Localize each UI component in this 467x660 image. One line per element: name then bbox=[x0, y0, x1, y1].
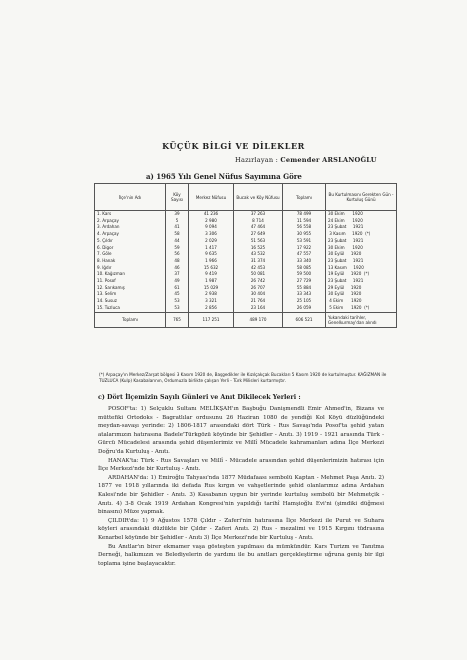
village-counts: 39 5 41 58 44 59 56 48 46 37 49 61 45 53 53 bbox=[166, 211, 189, 313]
dates-source-note: Yukarıdaki tarihler, Genelkurmay'dan alındı bbox=[326, 312, 397, 327]
paragraph-ardahan: ARDAHAN'da: 1) Emiroğlu Tahyası'nda 1877 Müdafaası sembolü Kaptan - Mehmet Paşa Anıtı. 2) 1877 ve 1918 yıllarında iki defada Rus kırgın ve vahşetlerinde şehid olanlarımız adına Ardahan Kalesi'nde bir Şehidler - Anıtı. 3) Kasabanın uygun bir yerinde kurtuluş sembolü bir Mehmetçik - Anıtı. 4) 3-8 Ocak 1919 Ardahan Kongresi'nin yapıldığı tarihî Hamşioğlu Evi'ni (şimdiki düğmesi binasını) Müze yapmak. bbox=[98, 474, 384, 516]
total-populations: 78 499 11 594 56 558 30 955 53 591 17 922 47 557 33 340 58 085 59 500 27 729 55 884 33 343 25 105 26 059 bbox=[283, 211, 326, 313]
header-center-population: Merkez Nüfusu bbox=[189, 184, 234, 211]
total-center: 117 251 bbox=[189, 312, 234, 327]
table-header-row bbox=[95, 184, 397, 211]
section-c-heading: c) Dört İlçemizin Sayılı Günleri ve Anıt Dikilecek Yerleri : bbox=[98, 394, 301, 401]
header-township-population: Bucak ve Köy Nüfusu bbox=[234, 184, 283, 211]
paragraph-posof: POSOF'ta: 1) Selçuklu Sultanı MELİKŞAH'ın Başbuğu Danişmendli Emir Ahmed'in, Bizans ve müttefiki Ortodoks - Bagratlılar ordusunu 26 Haziran 1080 de yendiği Kol Köyü düzlüğündeki meydan-savaşı yerinde: 2) 1806-1817 arasındaki dört Türk - Rus Savaşı'nda Posof'ta şehid yatan atalarımızın hatırasına Badele'Türkgözü köyünde bir Şehidler - Anıtı. 3) 1919 - 1921 arasında Türk - Gürcü Mücadelesi arasında şehid düşenlerimiz ve Millî Mücadele kahramanları adına İlçe Merkezi Doğru'da Kurtuluş - Anıtı. bbox=[98, 406, 384, 455]
table-total-row bbox=[95, 312, 397, 327]
header-village-count: Köy Sayısı bbox=[166, 184, 189, 211]
author-line bbox=[235, 156, 377, 164]
total-township: 489 170 bbox=[234, 312, 283, 327]
article-title: KÜÇÜK BİLGİ VE DİLEKLER bbox=[162, 141, 305, 151]
table-footnote: (*) Arpaçay'ın Merkez/Zarşat bölgesi 3 Kasım 1920 de, Başgedikler ile Kızılçakçak Bucakları 5 Kasım 1920 de kurtulmuştur. KAĞIZMAN ile TUZLUCA (Kulp) Kasabalarının, Ordumuzla birlikte çalışan Yerli - Türk Milisleri kurtarmıştır. bbox=[99, 372, 387, 383]
grand-total: 606 521 bbox=[283, 312, 326, 327]
liberation-dates: 30 Ekim 1920 24 Ekim 1920 23 Şubat 1921 3 Kasım 1920 (*) 23 Şubat 1921 30 Ekim 1920 30 Eylül 1920 23 Şubat 1921 13 Kasım 1920 19 Eylül 1920 (*) 23 Şubat 1921 29 Eylül 1920 30 Eylül 1920 4 Ekim 1920 5 Ekim 1920 (*) bbox=[326, 211, 397, 313]
paragraph-closing: Bu Anıtlar'ın birer ekmamer vaşa gösteşten yapılması da mümkündür. Kars Turizm ve Tanıtma Derneği, halkımızın ve Belediyelerin de yardımı ile bu anıtları gerçekleştirme uğruna geniş bir ilgi toplama işine başlayacaktır. bbox=[98, 543, 384, 567]
population-table bbox=[94, 183, 397, 328]
author-prefix: Hazırlayan : bbox=[235, 156, 279, 164]
author-name: Cemender ARSLANOĞLU bbox=[280, 156, 377, 164]
header-total: Toplamı bbox=[283, 184, 326, 211]
total-villages: 765 bbox=[166, 312, 189, 327]
paragraph-hanak: HANAK'ta: Türk - Rus Savaşları ve Millî - Mücadele arasından şehid düşenlerimizin hatırası için İlçe Merkezi'nde bir Kurtuluş - Anıtı. bbox=[98, 457, 384, 473]
section-a-heading: a) 1965 Yılı Genel Nüfus Sayımına Göre bbox=[146, 172, 302, 181]
district-names: 1. Kars 2. Arpaçay 3. Ardahan 4. Arpaçay 5. Çıldır 6. Digor 7. Göle 8. Hanak 9. Iğdır 10. Kağızman 11. Posof 12. Sarıkamış 13. Selim 14. Susuz 15. Tuzluca bbox=[95, 211, 166, 313]
paragraph-cildir: ÇILDIR'da: 1) 9 Ağustos 1578 Çıldır - Zaferi'nin hatırasına İlçe Merkezi ile Purut ve Suhara köyleri arasındaki düzlükte bir Çıldır - Zaferi Anıtı. 2) Rus - mezalimi ve 1915 Kırgını tüdrasına Kenarbel köyünde bir Şehidler - Anıtı 3) İlçe Merkezi'nde bir Kurtuluş - Anıtı. bbox=[98, 517, 384, 541]
header-district: İlçe'nin Adı bbox=[95, 184, 166, 211]
township-populations: 37 263 8 714 47 464 27 649 51 563 16 525 43 532 31 374 42 453 50 081 26 742 26 707 30 404 21 764 23 164 bbox=[234, 211, 283, 313]
total-label: Toplamı bbox=[95, 312, 166, 327]
table-body-row bbox=[95, 211, 397, 313]
article-body bbox=[98, 405, 384, 568]
header-liberation-day: Bu Kurtulmasını Gerekten Gün - Kurtuluş Günü bbox=[326, 184, 397, 211]
center-populations: 41 236 2 980 9 094 3 306 2 029 1 417 9 635 1 966 15 632 9 419 1 987 15 029 2 938 3 321 2 856 bbox=[189, 211, 234, 313]
